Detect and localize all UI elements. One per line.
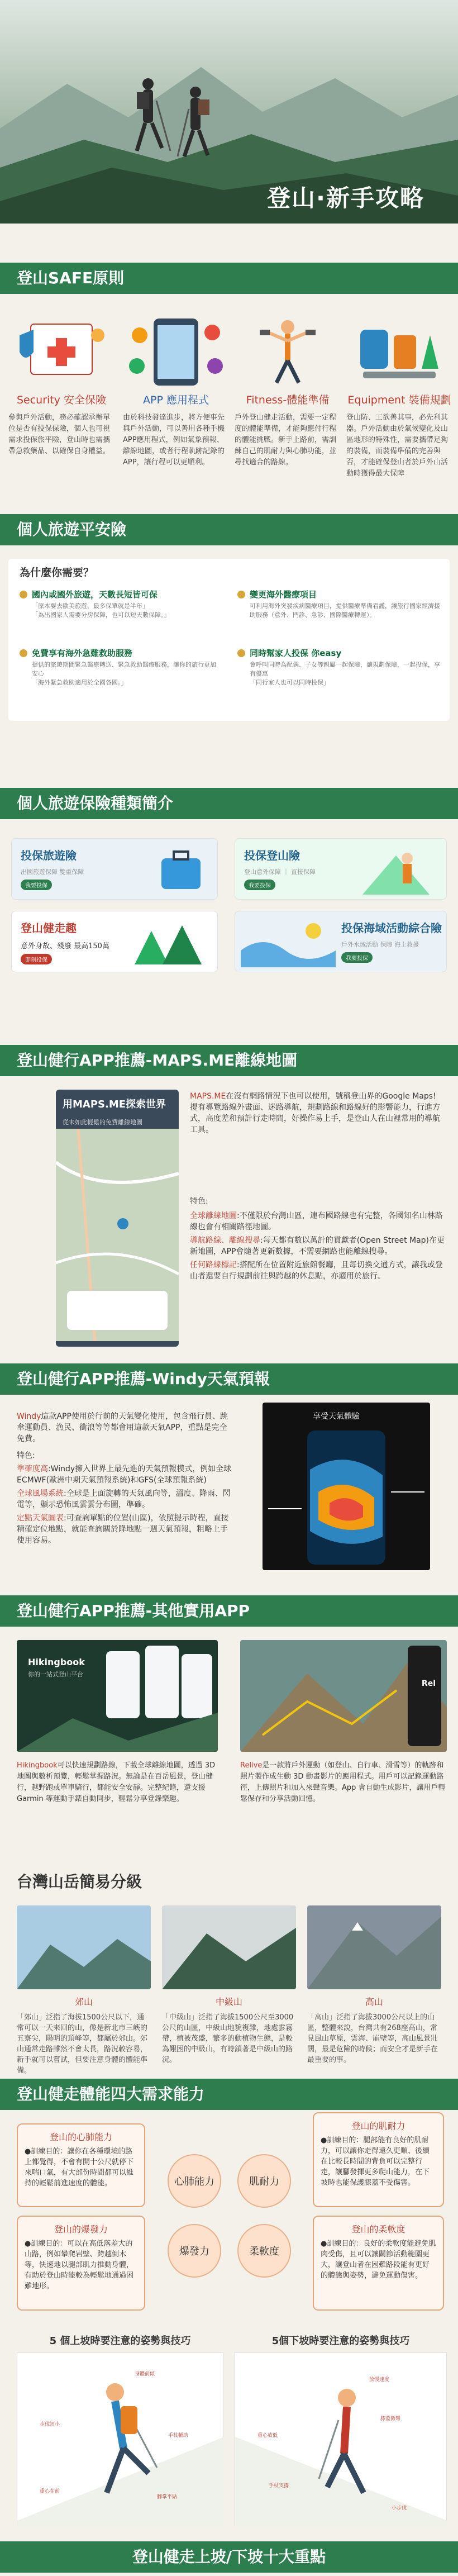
insurance-types-title: 個人旅遊保險種類簡介 — [0, 788, 458, 819]
power-circle: 爆發力 — [168, 2224, 221, 2278]
travel-benefit: 免費享有海外急難救助服務 提供的旅遊期間緊急醫療轉送、緊急救助醫療服務，讓你的旅行更加安心 「海外緊急救助適用於全國各國。」 — [20, 648, 221, 687]
phone-mockups — [17, 1640, 218, 1752]
fitness-box-flexibility: 登山的柔軟度 ●訓練目的：良好的柔軟度能避免肌肉受傷，且可以讓關節活動範圍更大，讓登山者在困難路段能有更好的體態與姿勢，避免運動傷害。 — [313, 2216, 444, 2311]
fitness-illustration — [235, 313, 341, 388]
flexibility-circle: 柔軟度 — [237, 2224, 291, 2278]
cardio-circle: 心肺能力 — [168, 2154, 221, 2208]
safe-card-text: 由於科技發達進步，將方便事先與戶外活動，可以善用各種手機APP應用程式，例如氣象預報、離線地圖，或者行程軌跡記錄的APP，讓行程可以更順利。 — [123, 414, 225, 467]
mid-mountain-photo — [162, 1905, 296, 1989]
safe-card-text: 參與戶外活動，務必確認承辦單位是否有投保保險，個人也可視需求投保旅平險，登山時也需攜帶急救藥品、以確保自身權益。 — [8, 414, 111, 455]
relive-3d-map — [240, 1640, 447, 1752]
safe-card-caption: Equipment 裝備規劃 — [347, 394, 451, 406]
bullet-icon — [237, 649, 245, 657]
safe-card-equipment — [346, 313, 452, 481]
hero-title: 登山·新手攻略 — [267, 184, 424, 212]
relive-description: Relive是一款將戶外運動（如登山、自行車、滑雪等）的軌跡和照片製作成生動 3D 動畫影片的應用程式。用戶可以記錄運動路徑，上傳照片和加入來聲音樂。App 會自動生成影片，讓用戶輕鬆保存和分享活動回憶。 — [240, 1761, 446, 1803]
fitness-box-power: 登山的爆發力 ●訓練目的：可以在高低落差大的山路，例如攀爬岩壁、跨越倒木等，快速地以腿部肌力推動身體，有助於登山時能較為輕鬆地通過困難地形。 — [17, 2216, 145, 2311]
safe-card-caption: Fitness-體能準備 — [246, 394, 330, 406]
uphill-diagram: 身體前傾 步伐短小 手杖輔助 重心在前 腳掌平貼 — [17, 2352, 223, 2526]
apply-button[interactable]: 我要投保 — [341, 952, 373, 963]
safe-card-text: 登山防、工欲善其事，必先利其器。戶外活動由於氣候變化及山區地形的特殊性，需要攜帶足夠的裝備，而裝備準備的完善與否，才能確保登山者於戶外山活動時獲得最大保障 — [346, 414, 449, 478]
ad-card[interactable]: 登山健走趣 意外身故、殘廢 最高150萬 即刻投保 — [11, 911, 218, 972]
hero-banner — [0, 0, 458, 224]
safe-card-text: 戶外登山健走活動，需要一定程度的體能準備，才能夠應付行程的體能挑戰。新手上路前，需訓練自己的肌耐力與心肺功能，並尋找適合的路線。 — [235, 414, 337, 467]
uphill-tips-title: 5 個上坡時要注意的姿勢與技巧 — [49, 2335, 191, 2347]
travel-benefit: 變更海外醫療項目 可利用海外突發疾病醫療項目，提供醫療準備看護，讓旅行國家經濟援助服務（意外、門診、急診、國際醫療轉運）。 — [237, 590, 444, 620]
key-points-section-title: 登山健走上坡/下坡十大重點 — [0, 2541, 458, 2573]
safe-section-title: 登山SAFE原則 — [0, 263, 458, 294]
safe-card-caption: Security 安全保險 — [16, 394, 107, 406]
mapsme-screenshot: 用MAPS.ME探索世界 從未如此輕鬆的免費離線地圖 — [56, 1090, 179, 1347]
hikingbook-description: Hikingbook可以快速規劃路線，下載全球離線地圖，透過 3D 地圖與數析預覽，輕鬆掌握路況。無論是在百岳風景，登山健行，越野跑或單車騎行，都能安全安靜。完整紀錄，還支援 Garmin 等運動手錶自動同步，輕鬆分享登錄樂趣。 — [17, 1761, 216, 1803]
travel-section-title: 個人旅遊平安險 — [0, 514, 458, 545]
fitness-box-cardio: 登山的心肺能力 ●訓練目的：讓你在各種環境的路上都覺得，不會有開十公尺就停下來喘口氣，有大部份時間都可以維持的輕鬆前進速度的體能。 — [17, 2123, 145, 2207]
apply-now-button[interactable]: 即刻投保 — [21, 954, 52, 964]
map-preview — [56, 1129, 179, 1341]
hiker-icon — [362, 844, 441, 895]
travel-panel — [8, 559, 450, 721]
bullet-icon — [20, 649, 27, 657]
mapsme-features: 特色: 全球離線地圖:不僅限於台灣山區，連布國路線也有完整，各國知名山林路線也會有相關路徑地圖。 導航路線、離線搜尋:每天都有數以萬計的貢獻者(Open Street Map)在更新地圖，APP會隨著更新數據，不需要網路也能離線搜尋。 任何路線標記:搭配所在位置附近旅館餐廳，且每切換交通方式，讓我或登山者還要自行規劃前往與跨越的休息點，亦適用於旅行。 — [190, 1197, 445, 1281]
grade-card-high: 高山 「高山」泛指了海拔3000公尺以上的山區，整體來說，台灣共有268座高山，常見風山草原，雲海、崩壁等，高山風景壯闊，最是危險的時候；而安全才是新手在最重要的事。 — [307, 1905, 441, 2062]
fitness-box-endurance: 登山的肌耐力 ●訓練目的：腿部能有良好的肌耐力，可以讓你走得遠久更順、後續在比較長時間的背負可以完整行走，讓腳發揮更多爬山能力，在下坡時也能保護膝蓋不受傷害。 — [313, 2112, 444, 2207]
uphill-hiker-illustration — [17, 2353, 224, 2526]
apply-button[interactable]: 我要投保 — [21, 880, 52, 890]
suitcase-icon — [150, 847, 212, 895]
hikingbook-screenshot: Hikingbook 你的一站式登山平台 — [17, 1640, 218, 1752]
fitness-section-title: 登山健走體能四大需求能力 — [0, 2079, 458, 2110]
app-illustration — [123, 313, 229, 388]
downhill-tips-title: 5個下坡時要注意的姿勢與技巧 — [271, 2335, 410, 2347]
high-mountain-photo — [307, 1905, 441, 1989]
forest-icon — [129, 920, 213, 964]
insurance-illustration — [8, 313, 115, 388]
travel-benefit: 同時幫家人投保 你easy 會呼叫同時為配偶、子女等親屬一起保障，讓規劃保障，一起投保，享有優惠 「同行家人也可以同時投保」 — [237, 648, 444, 687]
endurance-circle: 肌耐力 — [237, 2154, 291, 2208]
suburban-mountain-photo — [17, 1905, 151, 1989]
safe-card-fitness — [235, 313, 341, 481]
bullet-icon — [20, 591, 27, 598]
grades-section-title: 台灣山岳簡易分級 — [17, 1872, 142, 1891]
weather-map — [263, 1425, 430, 1570]
windy-screenshot: 享受天氣體驗 — [263, 1403, 430, 1570]
safe-card-caption: APP 應用程式 — [143, 394, 209, 406]
apply-button[interactable]: 我要投保 — [244, 880, 275, 890]
travel-insurance-card[interactable]: 投保旅遊險 出國旅遊保障 雙重保障 我要投保 — [11, 838, 218, 900]
grade-card-mid: 中級山 「中級山」泛指了海拔1500公尺至3000公尺的山區，中級山地貌複雜，地處雲霧帶，植被茂盛，繁多的動植物生態，是較為艱困的中級山，有時鎖著是中級山的路況。 — [162, 1905, 296, 2062]
safe-card-app — [123, 313, 229, 481]
other-apps-section-title: 登山健行APP推薦-其他實用APP — [0, 1595, 458, 1627]
travel-question: 為什麼你需要？ — [20, 567, 94, 579]
equipment-illustration — [346, 313, 452, 388]
safe-card-security — [8, 313, 115, 481]
travel-benefit: 國內或國外旅遊，天數長短皆可保 「原本要去歐美旅遊，最多保單就是半年」 「為出國家人需要分房保障，也可以短天數保障。」 — [20, 590, 221, 620]
relive-screenshot: Rel — [240, 1640, 447, 1752]
grade-card-suburban: 郊山 「郊山」泛指了海拔1500公尺以下，通常可以一天來回的山，像是新北市三峽的五寮尖，陽明的頂峰等，都屬於郊山。郊山通常走路雖然不會太長，路況較容易，新手就可以嘗試，但要注意身體的體能準備。 — [17, 1905, 151, 2062]
windy-section-title: 登山健行APP推薦-Windy天氣預報 — [0, 1363, 458, 1395]
mountain-insurance-card[interactable]: 投保登山險 登山意外保障 ｜ 直接保障 我要投保 — [235, 838, 447, 900]
marine-insurance-card[interactable]: 投保海域活動綜合險 戶外水域活動 保障 海上救援 我要投保 — [235, 911, 447, 972]
windy-description: Windy這款APP使用於行前的天氣變化使用，包含飛行員、跳傘運動員、漁民、衝浪等等都會用這款天氣APP，重點是完全免費。 特色: 準確度高:Windy擁入世界上最先進的天氣預報模式，例如全球ECMWF(歐洲中期天氣預報系統)和GFS(全球預報系統) 全球風場系統:全球是上面旋轉的天氣風向等，溫度、降雨、閃電等，顯示恐怖風雲雲分布圖，準確。 定點天氣圖表:可查詢單點的位置(山區)，依照提示時程，直接精確定位地點，就能查詢關於降地點一週天氣預報，粗略上手使用容易。 — [17, 1412, 232, 1545]
wave-icon — [241, 917, 336, 967]
bullet-icon — [237, 591, 245, 598]
downhill-hiker-illustration — [235, 2353, 447, 2526]
mapsme-description: MAPS.ME在沒有網路情況下也可以使用，號稱登山界的Google Maps! 提有導覽路線外畫面、迷路導航，規劃路線和路線好的影響能力，行進方式，高度差和預計行走時間，好操作易上手，是登山人在山裡常用的導航工具。 — [190, 1092, 440, 1134]
mapsme-section-title: 登山健行APP推薦-MAPS.ME離線地圖 — [0, 1045, 458, 1076]
downhill-diagram: 放慢速度 膝蓋微彎 重心放低 手杖支撐 小步伐 — [235, 2352, 447, 2526]
